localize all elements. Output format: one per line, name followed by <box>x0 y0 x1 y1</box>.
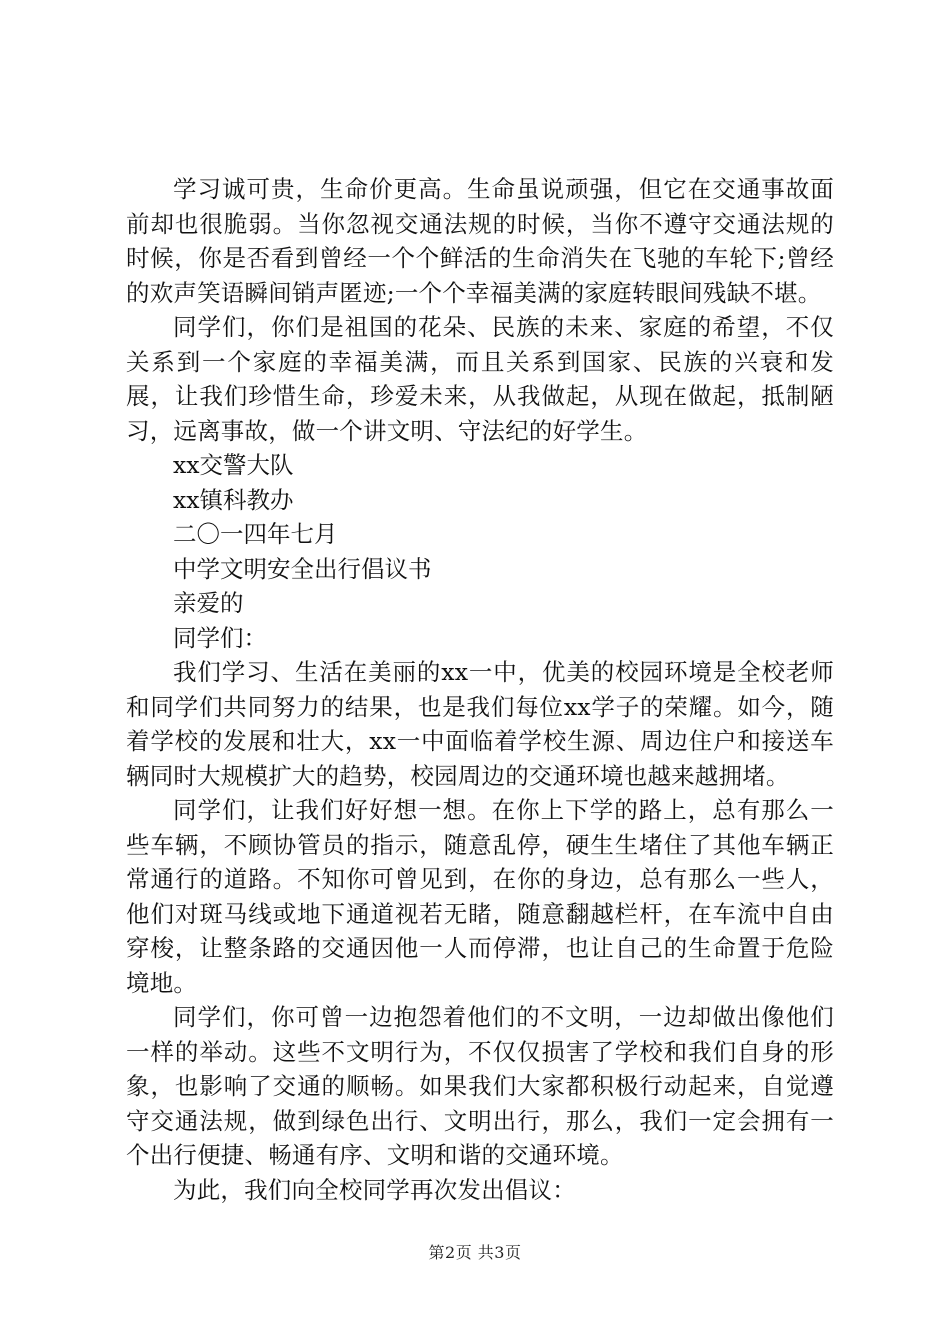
paragraph-uncivil-behavior: 同学们，你可曾一边抱怨着他们的不文明，一边却做出像他们一样的举动。这些不文明行为，不仅仅损害了学校和我们自身的形象，也影响了交通的顺畅。如果我们大家都积极行动起来，自觉遵守交通法规，做到绿色出行、文明出行，那么，我们一定会拥有一个出行便捷、畅通有序、文明和谐的交通环境。 <box>126 1003 834 1169</box>
paragraph-life-value: 学习诚可贵，生命价更高。生命虽说顽强，但它在交通事故面前却也很脆弱。当你忽视交通法规的时候，当你不遵守交通法规的时候，你是否看到曾经一个个鲜活的生命消失在飞驰的车轮下;曾经的欢声笑语瞬间销声匿迹;一个个幸福美满的家庭转眼间残缺不堪。 <box>126 175 834 307</box>
salutation-dear: 亲爱的 <box>173 589 244 617</box>
paragraph-campus-environment: 我们学习、生活在美丽的xx一中，优美的校园环境是全校老师和同学们共同努力的结果，也是我们每位xx学子的荣耀。如今，随着学校的发展和壮大，xx一中面临着学校生源、周边住户和接送车辆同时大规模扩大的趋势，校园周边的交通环境也越来越拥堵。 <box>126 658 834 790</box>
signature-education-office: xx镇科教办 <box>173 485 294 514</box>
signature-traffic-police: xx交警大队 <box>173 451 294 479</box>
paragraph-think-about-it: 同学们，让我们好好想一想。在你上下学的路上，总有那么一些车辆，不顾协管员的指示，随意乱停，硬生生堵住了其他车辆正常通行的道路。不知你可曾见到，在你的身边，总有那么一些人，他们对斑马线或地下通道视若无睹，随意翻越栏杆，在车流中自由穿梭，让整条路的交通因他一人而停滞，也让自己的生命置于危险境地。 <box>126 796 834 997</box>
document-body <box>126 172 834 1207</box>
section-title: 中学文明安全出行倡议书 <box>173 554 432 583</box>
paragraph-proposal-intro: 为此，我们向全校同学再次发出倡议： <box>173 1175 576 1204</box>
paragraph-students-future: 同学们，你们是祖国的花朵、民族的未来、家庭的希望，不仅关系到一个家庭的幸福美满，而且关系到国家、民族的兴衰和发展，让我们珍惜生命，珍爱未来，从我做起，从现在做起，抵制陋习，远离事故，做一个讲文明、守法纪的好学生。 <box>126 313 834 445</box>
page-number-footer: 第2页 共3页 <box>428 1243 522 1262</box>
salutation-students: 同学们： <box>173 623 267 652</box>
signature-date: 二〇一四年七月 <box>173 520 338 548</box>
